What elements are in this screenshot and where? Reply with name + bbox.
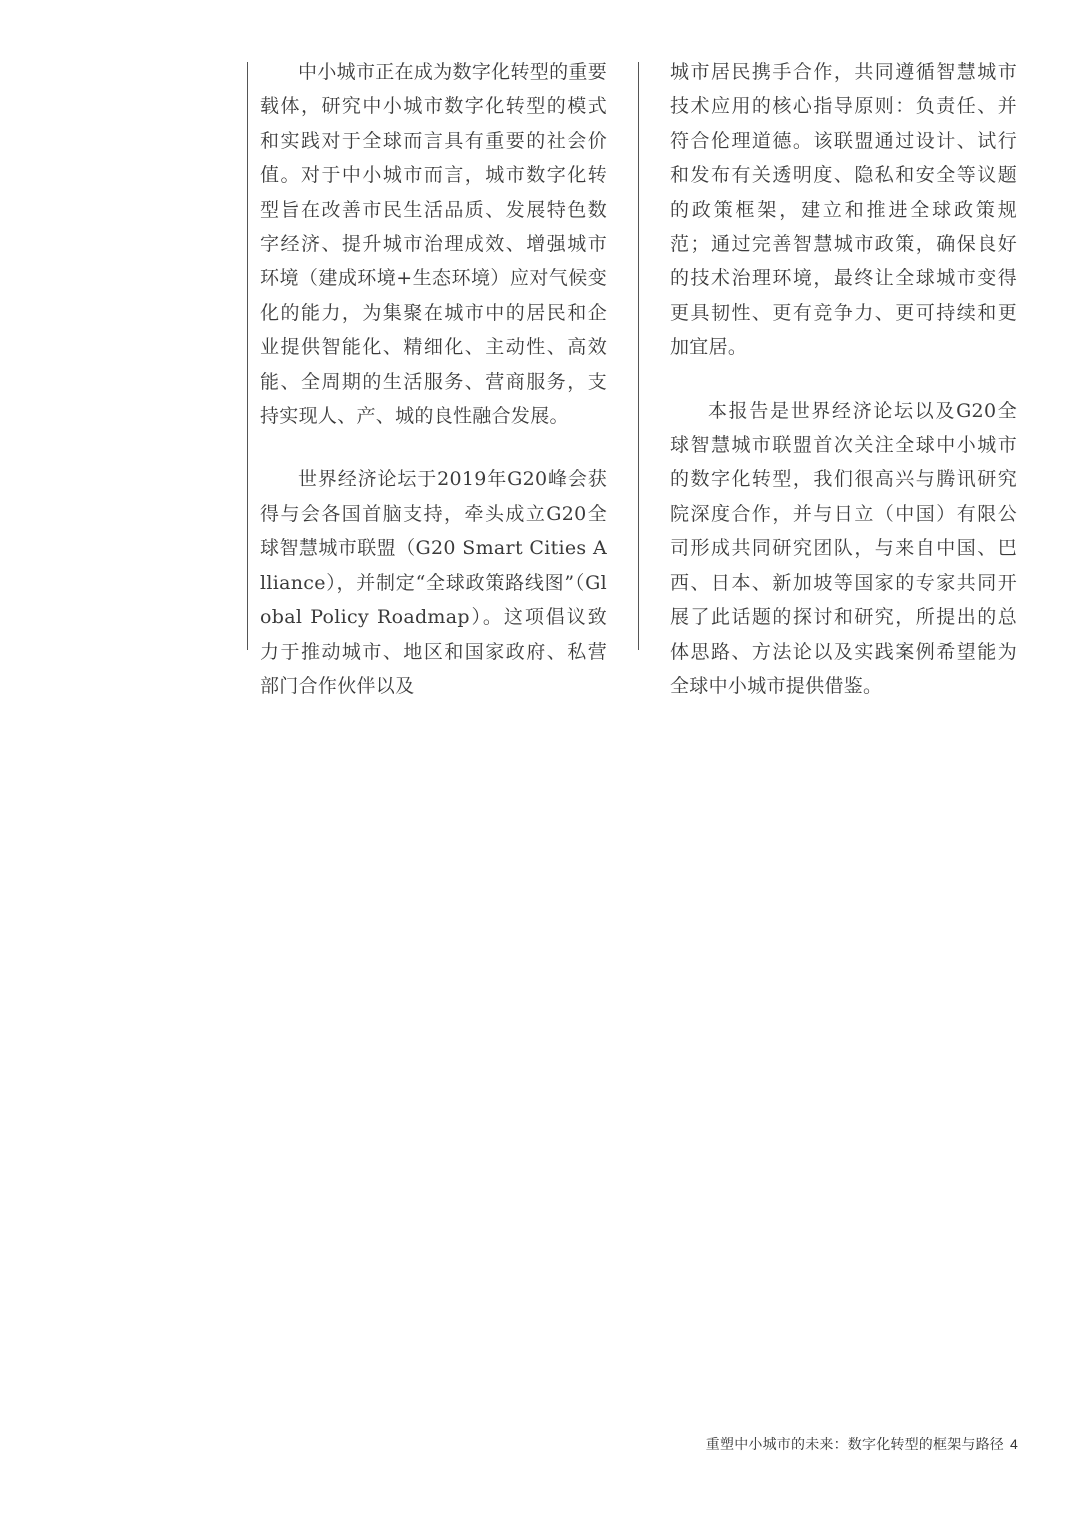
footer-title: 重塑中小城市的未来：数字化转型的框架与路径 (705, 1437, 1004, 1453)
paragraph-report-introduction: 本报告是世界经济论坛以及G20全球智慧城市联盟首次关注全球中小城市的数字化转型，我们很高兴与腾讯研究院深度合作，并与日立（中国）有限公司形成共同研究团队，与来自中国、巴西、日本、新加坡等国家的专家共同开展了此话题的探讨和研究，所提出的总体思路、方法论以及实践案例希望能为全球中小城市提供借鉴。 (670, 399, 1017, 697)
paragraph-digital-transformation-value: 中小城市正在成为数字化转型的重要载体，研究中小城市数字化转型的模式和实践对于全球而言具有重要的社会价值。对于中小城市而言，城市数字化转型旨在改善市民生活品质、发展特色数字经济、提升城市治理成效、增强城市环境（建成环境+生态环境）应对气候变化的能力，为集聚在城市中的居民和企业提供智能化、精细化、主动性、高效能、全周期的生活服务、营商服务，支持实现人、产、城的良性融合发展。 (260, 61, 607, 428)
left-column (260, 55, 607, 703)
page-footer (706, 1434, 1018, 1454)
right-column-rule (638, 62, 639, 650)
paragraph-g20-alliance: 世界经济论坛于2019年G20峰会获得与会各国首脑支持，牵头成立G20全球智慧城市联盟（G20 Smart Cities Alliance），并制定“全球政策路线图”（Global Policy Roadmap）。这项倡议致力于推动城市、地区和国家政府、私营部门合作伙伴以及 (260, 468, 607, 697)
page-number: 4 (1010, 1436, 1018, 1452)
paragraph-alliance-continued: 城市居民携手合作，共同遵循智慧城市技术应用的核心指导原则：负责任、并符合伦理道德。该联盟通过设计、试行和发布有关透明度、隐私和安全等议题的政策框架，建立和推进全球政策规范；通过完善智慧城市政策，确保良好的技术治理环境，最终让全球城市变得更具韧性、更有竞争力、更可持续和更加宜居。 (670, 61, 1017, 359)
left-column-rule (247, 62, 248, 650)
right-column (670, 55, 1017, 703)
